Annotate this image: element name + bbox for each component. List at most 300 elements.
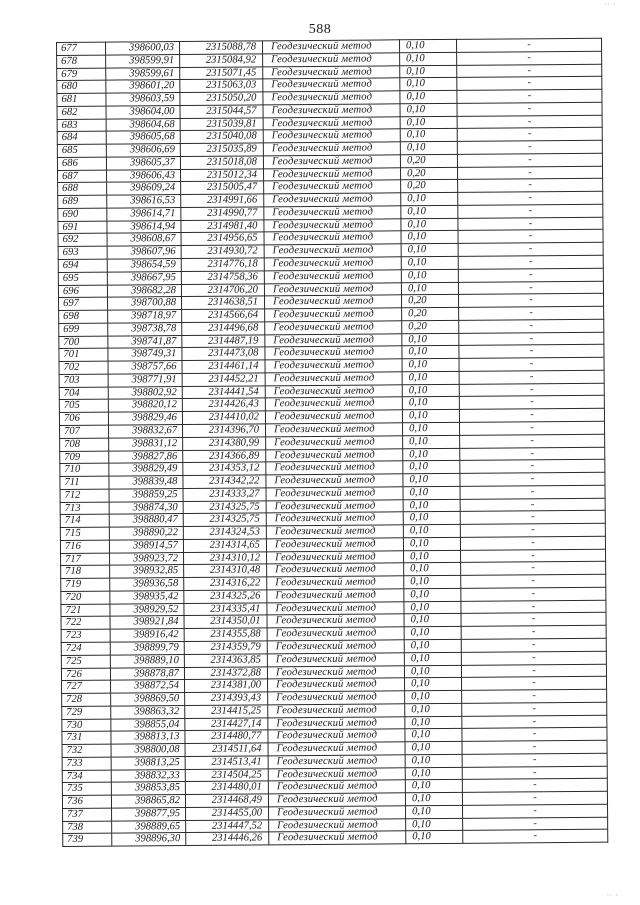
- y-coordinate-cell: 2314468,49: [185, 794, 268, 807]
- note-cell: -: [460, 523, 605, 537]
- y-coordinate-cell: 2314956,65: [181, 232, 264, 245]
- method-cell: Геодезический метод: [264, 206, 401, 220]
- error-cell: 0,10: [403, 512, 460, 525]
- method-cell: Геодезический метод: [266, 461, 403, 475]
- x-coordinate-cell: 398929,52: [110, 603, 184, 616]
- y-coordinate-cell: 2314350,01: [184, 615, 267, 628]
- y-coordinate-cell: 2314480,77: [185, 730, 268, 743]
- note-cell: -: [462, 728, 607, 742]
- note-cell: -: [460, 459, 605, 473]
- note-cell: -: [461, 549, 606, 563]
- error-cell: 0,10: [400, 129, 457, 142]
- note-cell: -: [462, 791, 607, 805]
- note-cell: -: [462, 702, 607, 716]
- note-cell: -: [460, 498, 605, 512]
- point-number-cell: 735: [62, 782, 111, 795]
- point-number-cell: 716: [60, 540, 109, 553]
- method-cell: Геодезический метод: [264, 219, 401, 233]
- method-cell: Геодезический метод: [263, 65, 400, 79]
- y-coordinate-cell: 2314473,08: [182, 347, 265, 360]
- note-cell: -: [457, 64, 602, 78]
- error-cell: 0,10: [399, 39, 456, 52]
- error-cell: 0,10: [405, 780, 462, 793]
- point-number-cell: 685: [57, 144, 106, 157]
- y-coordinate-cell: 2314513,41: [185, 756, 268, 769]
- x-coordinate-cell: 398889,10: [110, 654, 184, 667]
- method-cell: Геодезический метод: [267, 614, 404, 628]
- x-coordinate-cell: 398872,54: [111, 680, 185, 693]
- point-number-cell: 702: [59, 361, 108, 374]
- method-cell: Геодезический метод: [265, 359, 402, 373]
- y-coordinate-cell: 2315071,45: [180, 66, 263, 79]
- point-number-cell: 724: [61, 642, 110, 655]
- y-coordinate-cell: 2314335,41: [184, 603, 267, 616]
- y-coordinate-cell: 2315039,81: [180, 117, 263, 130]
- error-cell: 0,20: [400, 167, 457, 180]
- point-number-cell: 703: [59, 374, 108, 387]
- point-number-cell: 690: [58, 208, 107, 221]
- method-cell: Геодезический метод: [267, 589, 404, 603]
- x-coordinate-cell: 398813,25: [111, 756, 185, 769]
- point-number-cell: 710: [60, 463, 109, 476]
- method-cell: Геодезический метод: [263, 116, 400, 130]
- point-number-cell: 699: [59, 323, 108, 336]
- x-coordinate-cell: 398600,03: [106, 42, 180, 55]
- error-cell: 0,10: [404, 639, 461, 652]
- point-number-cell: 734: [62, 770, 111, 783]
- y-coordinate-cell: 2314706,20: [181, 283, 264, 296]
- method-cell: Геодезический метод: [268, 716, 405, 730]
- method-cell: Геодезический метод: [263, 53, 400, 67]
- point-number-cell: 705: [59, 400, 108, 413]
- method-cell: Геодезический метод: [268, 755, 405, 769]
- y-coordinate-cell: 2314366,89: [183, 449, 266, 462]
- error-cell: 0,10: [403, 422, 460, 435]
- method-cell: Геодезический метод: [265, 410, 402, 424]
- y-coordinate-cell: 2315088,78: [180, 41, 263, 54]
- coordinates-table: [56, 38, 608, 847]
- point-number-cell: 733: [62, 757, 111, 770]
- y-coordinate-cell: 2314393,43: [185, 692, 268, 705]
- error-cell: 0,10: [404, 601, 461, 614]
- method-cell: Геодезический метод: [269, 818, 406, 832]
- scan-corner-mark-bottom: ·· ·: [606, 891, 618, 901]
- method-cell: Геодезический метод: [263, 129, 400, 143]
- x-coordinate-cell: 398921,84: [110, 616, 184, 629]
- note-cell: -: [458, 242, 603, 256]
- x-coordinate-cell: 398916,42: [110, 629, 184, 642]
- error-cell: 0,20: [401, 295, 458, 308]
- y-coordinate-cell: 2314353,12: [183, 462, 266, 475]
- x-coordinate-cell: 398829,46: [108, 412, 182, 425]
- method-cell: Геодезический метод: [267, 640, 404, 654]
- point-number-cell: 711: [60, 476, 109, 489]
- error-cell: 0,10: [405, 703, 462, 716]
- point-number-cell: 692: [58, 234, 107, 247]
- x-coordinate-cell: 398614,71: [107, 207, 181, 220]
- note-cell: -: [457, 128, 602, 142]
- note-cell: -: [458, 204, 603, 218]
- point-number-cell: 726: [61, 668, 110, 681]
- x-coordinate-cell: 398800,08: [111, 744, 185, 757]
- y-coordinate-cell: 2314314,65: [183, 539, 266, 552]
- error-cell: 0,10: [405, 690, 462, 703]
- method-cell: Геодезический метод: [264, 180, 401, 194]
- x-coordinate-cell: 398603,59: [106, 93, 180, 106]
- point-number-cell: 698: [59, 310, 108, 323]
- method-cell: Геодезический метод: [265, 295, 402, 309]
- x-coordinate-cell: 398889,65: [112, 820, 186, 833]
- point-number-cell: 681: [57, 93, 106, 106]
- y-coordinate-cell: 2314426,43: [182, 398, 265, 411]
- note-cell: -: [461, 562, 606, 576]
- note-cell: -: [457, 166, 602, 180]
- note-cell: -: [459, 370, 604, 384]
- method-cell: Геодезический метод: [265, 384, 402, 398]
- error-cell: 0,10: [401, 205, 458, 218]
- note-cell: -: [461, 664, 606, 678]
- method-cell: Геодезический метод: [268, 767, 405, 781]
- y-coordinate-cell: 2314381,00: [185, 679, 268, 692]
- y-coordinate-cell: 2315005,47: [181, 181, 264, 194]
- method-cell: Геодезический метод: [265, 346, 402, 360]
- x-coordinate-cell: 398771,91: [108, 373, 182, 386]
- point-number-cell: 709: [60, 451, 109, 464]
- error-cell: 0,10: [402, 358, 459, 371]
- method-cell: Геодезический метод: [266, 512, 403, 526]
- y-coordinate-cell: 2314511,64: [185, 743, 268, 756]
- note-cell: -: [459, 408, 604, 422]
- point-number-cell: 683: [57, 119, 106, 132]
- note-cell: -: [458, 255, 603, 269]
- y-coordinate-cell: 2314410,02: [182, 411, 265, 424]
- method-cell: Геодезический метод: [268, 780, 405, 794]
- point-number-cell: 728: [62, 693, 111, 706]
- note-cell: -: [462, 753, 607, 767]
- x-coordinate-cell: 398877,95: [112, 807, 186, 820]
- y-coordinate-cell: 2315040,08: [180, 130, 263, 143]
- point-number-cell: 712: [60, 489, 109, 502]
- error-cell: 0,10: [403, 448, 460, 461]
- method-cell: Геодезический метод: [262, 40, 399, 54]
- x-coordinate-cell: 398616,53: [107, 195, 181, 208]
- error-cell: 0,10: [404, 588, 461, 601]
- method-cell: Геодезический метод: [263, 142, 400, 156]
- note-cell: -: [459, 306, 604, 320]
- error-cell: 0,10: [401, 244, 458, 257]
- y-coordinate-cell: 2315012,34: [181, 169, 264, 182]
- x-coordinate-cell: 398853,85: [111, 782, 185, 795]
- point-number-cell: 719: [61, 578, 110, 591]
- note-cell: -: [459, 332, 604, 346]
- note-cell: -: [457, 115, 602, 129]
- error-cell: 0,10: [402, 371, 459, 384]
- x-coordinate-cell: 398718,97: [108, 310, 182, 323]
- y-coordinate-cell: 2314447,52: [186, 820, 269, 833]
- x-coordinate-cell: 398606,43: [107, 169, 181, 182]
- point-number-cell: 700: [59, 336, 108, 349]
- point-number-cell: 727: [62, 680, 111, 693]
- x-coordinate-cell: 398923,72: [110, 552, 184, 565]
- y-coordinate-cell: 2314325,75: [183, 513, 266, 526]
- error-cell: 0,10: [401, 256, 458, 269]
- note-cell: -: [459, 396, 604, 410]
- note-cell: -: [458, 294, 603, 308]
- y-coordinate-cell: 2314427,14: [185, 717, 268, 730]
- point-number-cell: 682: [57, 106, 106, 119]
- point-number-cell: 737: [63, 808, 112, 821]
- x-coordinate-cell: 398914,57: [109, 539, 183, 552]
- y-coordinate-cell: 2314396,70: [183, 424, 266, 437]
- method-cell: Геодезический метод: [266, 436, 403, 450]
- note-cell: -: [463, 804, 608, 818]
- point-number-cell: 695: [58, 272, 107, 285]
- note-cell: -: [461, 587, 606, 601]
- error-cell: 0,10: [404, 627, 461, 640]
- method-cell: Геодезический метод: [266, 448, 403, 462]
- method-cell: Геодезический метод: [265, 372, 402, 386]
- x-coordinate-cell: 398935,42: [110, 590, 184, 603]
- error-cell: 0,10: [400, 90, 457, 103]
- y-coordinate-cell: 2314372,88: [184, 666, 267, 679]
- point-number-cell: 732: [62, 744, 111, 757]
- note-cell: -: [457, 77, 602, 91]
- x-coordinate-cell: 398899,79: [110, 641, 184, 654]
- method-cell: Геодезический метод: [266, 474, 403, 488]
- point-number-cell: 722: [61, 617, 110, 630]
- point-number-cell: 684: [57, 131, 106, 144]
- x-coordinate-cell: 398865,82: [111, 795, 185, 808]
- y-coordinate-cell: 2315044,57: [180, 105, 263, 118]
- method-cell: Геодезический метод: [264, 270, 401, 284]
- note-cell: -: [457, 89, 602, 103]
- y-coordinate-cell: 2314461,14: [182, 360, 265, 373]
- error-cell: 0,10: [404, 614, 461, 627]
- error-cell: 0,10: [403, 524, 460, 537]
- note-cell: -: [458, 179, 603, 193]
- x-coordinate-cell: 398741,87: [108, 335, 182, 348]
- x-coordinate-cell: 398880,47: [109, 514, 183, 527]
- x-coordinate-cell: 398605,68: [106, 131, 180, 144]
- method-cell: Геодезический метод: [268, 729, 405, 743]
- note-cell: -: [458, 268, 603, 282]
- note-cell: -: [458, 230, 603, 244]
- y-coordinate-cell: 2314776,18: [181, 258, 264, 271]
- note-cell: -: [463, 830, 608, 844]
- point-number-cell: 680: [57, 80, 106, 93]
- point-number-cell: 739: [63, 834, 112, 847]
- x-coordinate-cell: 398827,86: [109, 450, 183, 463]
- error-cell: 0,10: [404, 652, 461, 665]
- error-cell: 0,20: [400, 154, 457, 167]
- error-cell: 0,10: [405, 793, 462, 806]
- note-cell: -: [459, 421, 604, 435]
- method-cell: Геодезический метод: [268, 678, 405, 692]
- error-cell: 0,10: [403, 499, 460, 512]
- method-cell: Геодезический метод: [263, 91, 400, 105]
- point-number-cell: 707: [60, 425, 109, 438]
- note-cell: -: [462, 676, 607, 690]
- method-cell: Геодезический метод: [267, 563, 404, 577]
- note-cell: -: [459, 357, 604, 371]
- error-cell: 0,10: [404, 575, 461, 588]
- x-coordinate-cell: 398839,48: [109, 476, 183, 489]
- note-cell: -: [461, 613, 606, 627]
- note-cell: -: [462, 740, 607, 754]
- error-cell: 0,10: [406, 805, 463, 818]
- y-coordinate-cell: 2315050,20: [180, 92, 263, 105]
- note-cell: -: [460, 485, 605, 499]
- point-number-cell: 725: [61, 655, 110, 668]
- point-number-cell: 713: [60, 502, 109, 515]
- error-cell: 0,20: [401, 180, 458, 193]
- x-coordinate-cell: 398604,00: [106, 105, 180, 118]
- x-coordinate-cell: 398829,49: [109, 463, 183, 476]
- method-cell: Геодезический метод: [265, 333, 402, 347]
- method-cell: Геодезический метод: [266, 499, 403, 513]
- coordinates-table-body: [57, 38, 608, 846]
- y-coordinate-cell: 2314446,26: [186, 832, 269, 845]
- error-cell: 0,20: [402, 320, 459, 333]
- x-coordinate-cell: 398606,69: [106, 144, 180, 157]
- error-cell: 0,10: [401, 218, 458, 231]
- note-cell: -: [459, 319, 604, 333]
- method-cell: Геодезический метод: [265, 397, 402, 411]
- y-coordinate-cell: 2314758,36: [181, 271, 264, 284]
- method-cell: Геодезический метод: [265, 308, 402, 322]
- page-number: 588: [308, 22, 332, 37]
- x-coordinate-cell: 398878,87: [110, 667, 184, 680]
- note-cell: -: [460, 447, 605, 461]
- x-coordinate-cell: 398700,88: [108, 297, 182, 310]
- note-cell: -: [460, 511, 605, 525]
- note-cell: -: [460, 434, 605, 448]
- y-coordinate-cell: 2315063,03: [180, 79, 263, 92]
- method-cell: Геодезический метод: [267, 653, 404, 667]
- x-coordinate-cell: 398890,22: [109, 527, 183, 540]
- x-coordinate-cell: 398936,58: [110, 578, 184, 591]
- error-cell: 0,10: [402, 384, 459, 397]
- x-coordinate-cell: 398614,94: [107, 220, 181, 233]
- note-cell: -: [461, 600, 606, 614]
- point-number-cell: 677: [57, 42, 106, 55]
- y-coordinate-cell: 2314452,21: [182, 373, 265, 386]
- point-number-cell: 738: [63, 821, 112, 834]
- note-cell: -: [458, 191, 603, 205]
- point-number-cell: 689: [58, 195, 107, 208]
- method-cell: Геодезический метод: [264, 257, 401, 271]
- note-cell: -: [462, 689, 607, 703]
- point-number-cell: 704: [59, 387, 108, 400]
- method-cell: Геодезический метод: [266, 538, 403, 552]
- method-cell: Геодезический метод: [268, 742, 405, 756]
- point-number-cell: 715: [60, 527, 109, 540]
- note-cell: -: [458, 217, 603, 231]
- y-coordinate-cell: 2314981,40: [181, 220, 264, 233]
- y-coordinate-cell: 2315084,92: [180, 54, 263, 67]
- y-coordinate-cell: 2314310,48: [184, 564, 267, 577]
- method-cell: Геодезический метод: [263, 155, 400, 169]
- point-number-cell: 731: [62, 731, 111, 744]
- y-coordinate-cell: 2314355,88: [184, 628, 267, 641]
- y-coordinate-cell: 2314441,54: [182, 386, 265, 399]
- point-number-cell: 679: [57, 68, 106, 81]
- y-coordinate-cell: 2314380,99: [183, 437, 266, 450]
- y-coordinate-cell: 2314487,19: [182, 334, 265, 347]
- error-cell: 0,10: [402, 333, 459, 346]
- x-coordinate-cell: 398855,04: [111, 718, 185, 731]
- y-coordinate-cell: 2314504,25: [185, 768, 268, 781]
- note-cell: -: [462, 766, 607, 780]
- error-cell: 0,10: [405, 767, 462, 780]
- note-cell: -: [456, 38, 601, 52]
- note-cell: -: [463, 817, 608, 831]
- point-number-cell: 706: [59, 412, 108, 425]
- error-cell: 0,20: [402, 307, 459, 320]
- x-coordinate-cell: 398682,28: [107, 284, 181, 297]
- note-cell: -: [462, 779, 607, 793]
- y-coordinate-cell: 2314359,79: [184, 641, 267, 654]
- method-cell: Геодезический метод: [266, 423, 403, 437]
- point-number-cell: 687: [58, 170, 107, 183]
- note-cell: -: [457, 153, 602, 167]
- note-cell: -: [460, 472, 605, 486]
- method-cell: Геодезический метод: [267, 601, 404, 615]
- error-cell: 0,10: [403, 486, 460, 499]
- point-number-cell: 696: [58, 285, 107, 298]
- x-coordinate-cell: 398749,31: [108, 348, 182, 361]
- method-cell: Геодезический метод: [264, 193, 401, 207]
- x-coordinate-cell: 398859,25: [109, 488, 183, 501]
- point-number-cell: 697: [59, 297, 108, 310]
- y-coordinate-cell: 2314325,75: [183, 500, 266, 513]
- method-cell: Геодезический метод: [267, 627, 404, 641]
- y-coordinate-cell: 2314930,72: [181, 245, 264, 258]
- x-coordinate-cell: 398601,20: [106, 80, 180, 93]
- note-cell: -: [459, 345, 604, 359]
- y-coordinate-cell: 2314991,66: [181, 194, 264, 207]
- y-coordinate-cell: 2314496,68: [182, 322, 265, 335]
- point-number-cell: 730: [62, 719, 111, 732]
- method-cell: Геодезический метод: [267, 665, 404, 679]
- y-coordinate-cell: 2314342,22: [183, 475, 266, 488]
- point-number-cell: 729: [62, 706, 111, 719]
- error-cell: 0,10: [402, 410, 459, 423]
- y-coordinate-cell: 2314415,25: [185, 705, 268, 718]
- x-coordinate-cell: 398604,68: [106, 118, 180, 131]
- method-cell: Геодезический метод: [267, 550, 404, 564]
- error-cell: 0,10: [402, 346, 459, 359]
- x-coordinate-cell: 398932,85: [110, 565, 184, 578]
- error-cell: 0,10: [406, 818, 463, 831]
- y-coordinate-cell: 2314455,00: [186, 807, 269, 820]
- x-coordinate-cell: 398869,50: [111, 693, 185, 706]
- point-number-cell: 723: [61, 629, 110, 642]
- point-number-cell: 736: [62, 795, 111, 808]
- error-cell: 0,10: [404, 550, 461, 563]
- x-coordinate-cell: 398599,61: [106, 67, 180, 80]
- method-cell: Геодезический метод: [268, 793, 405, 807]
- error-cell: 0,10: [403, 435, 460, 448]
- error-cell: 0,10: [405, 741, 462, 754]
- note-cell: -: [457, 102, 602, 116]
- x-coordinate-cell: 398667,95: [107, 271, 181, 284]
- method-cell: Геодезический метод: [263, 104, 400, 118]
- y-coordinate-cell: 2314638,51: [182, 296, 265, 309]
- x-coordinate-cell: 398820,12: [108, 399, 182, 412]
- x-coordinate-cell: 398608,67: [107, 233, 181, 246]
- method-cell: Геодезический метод: [264, 167, 401, 181]
